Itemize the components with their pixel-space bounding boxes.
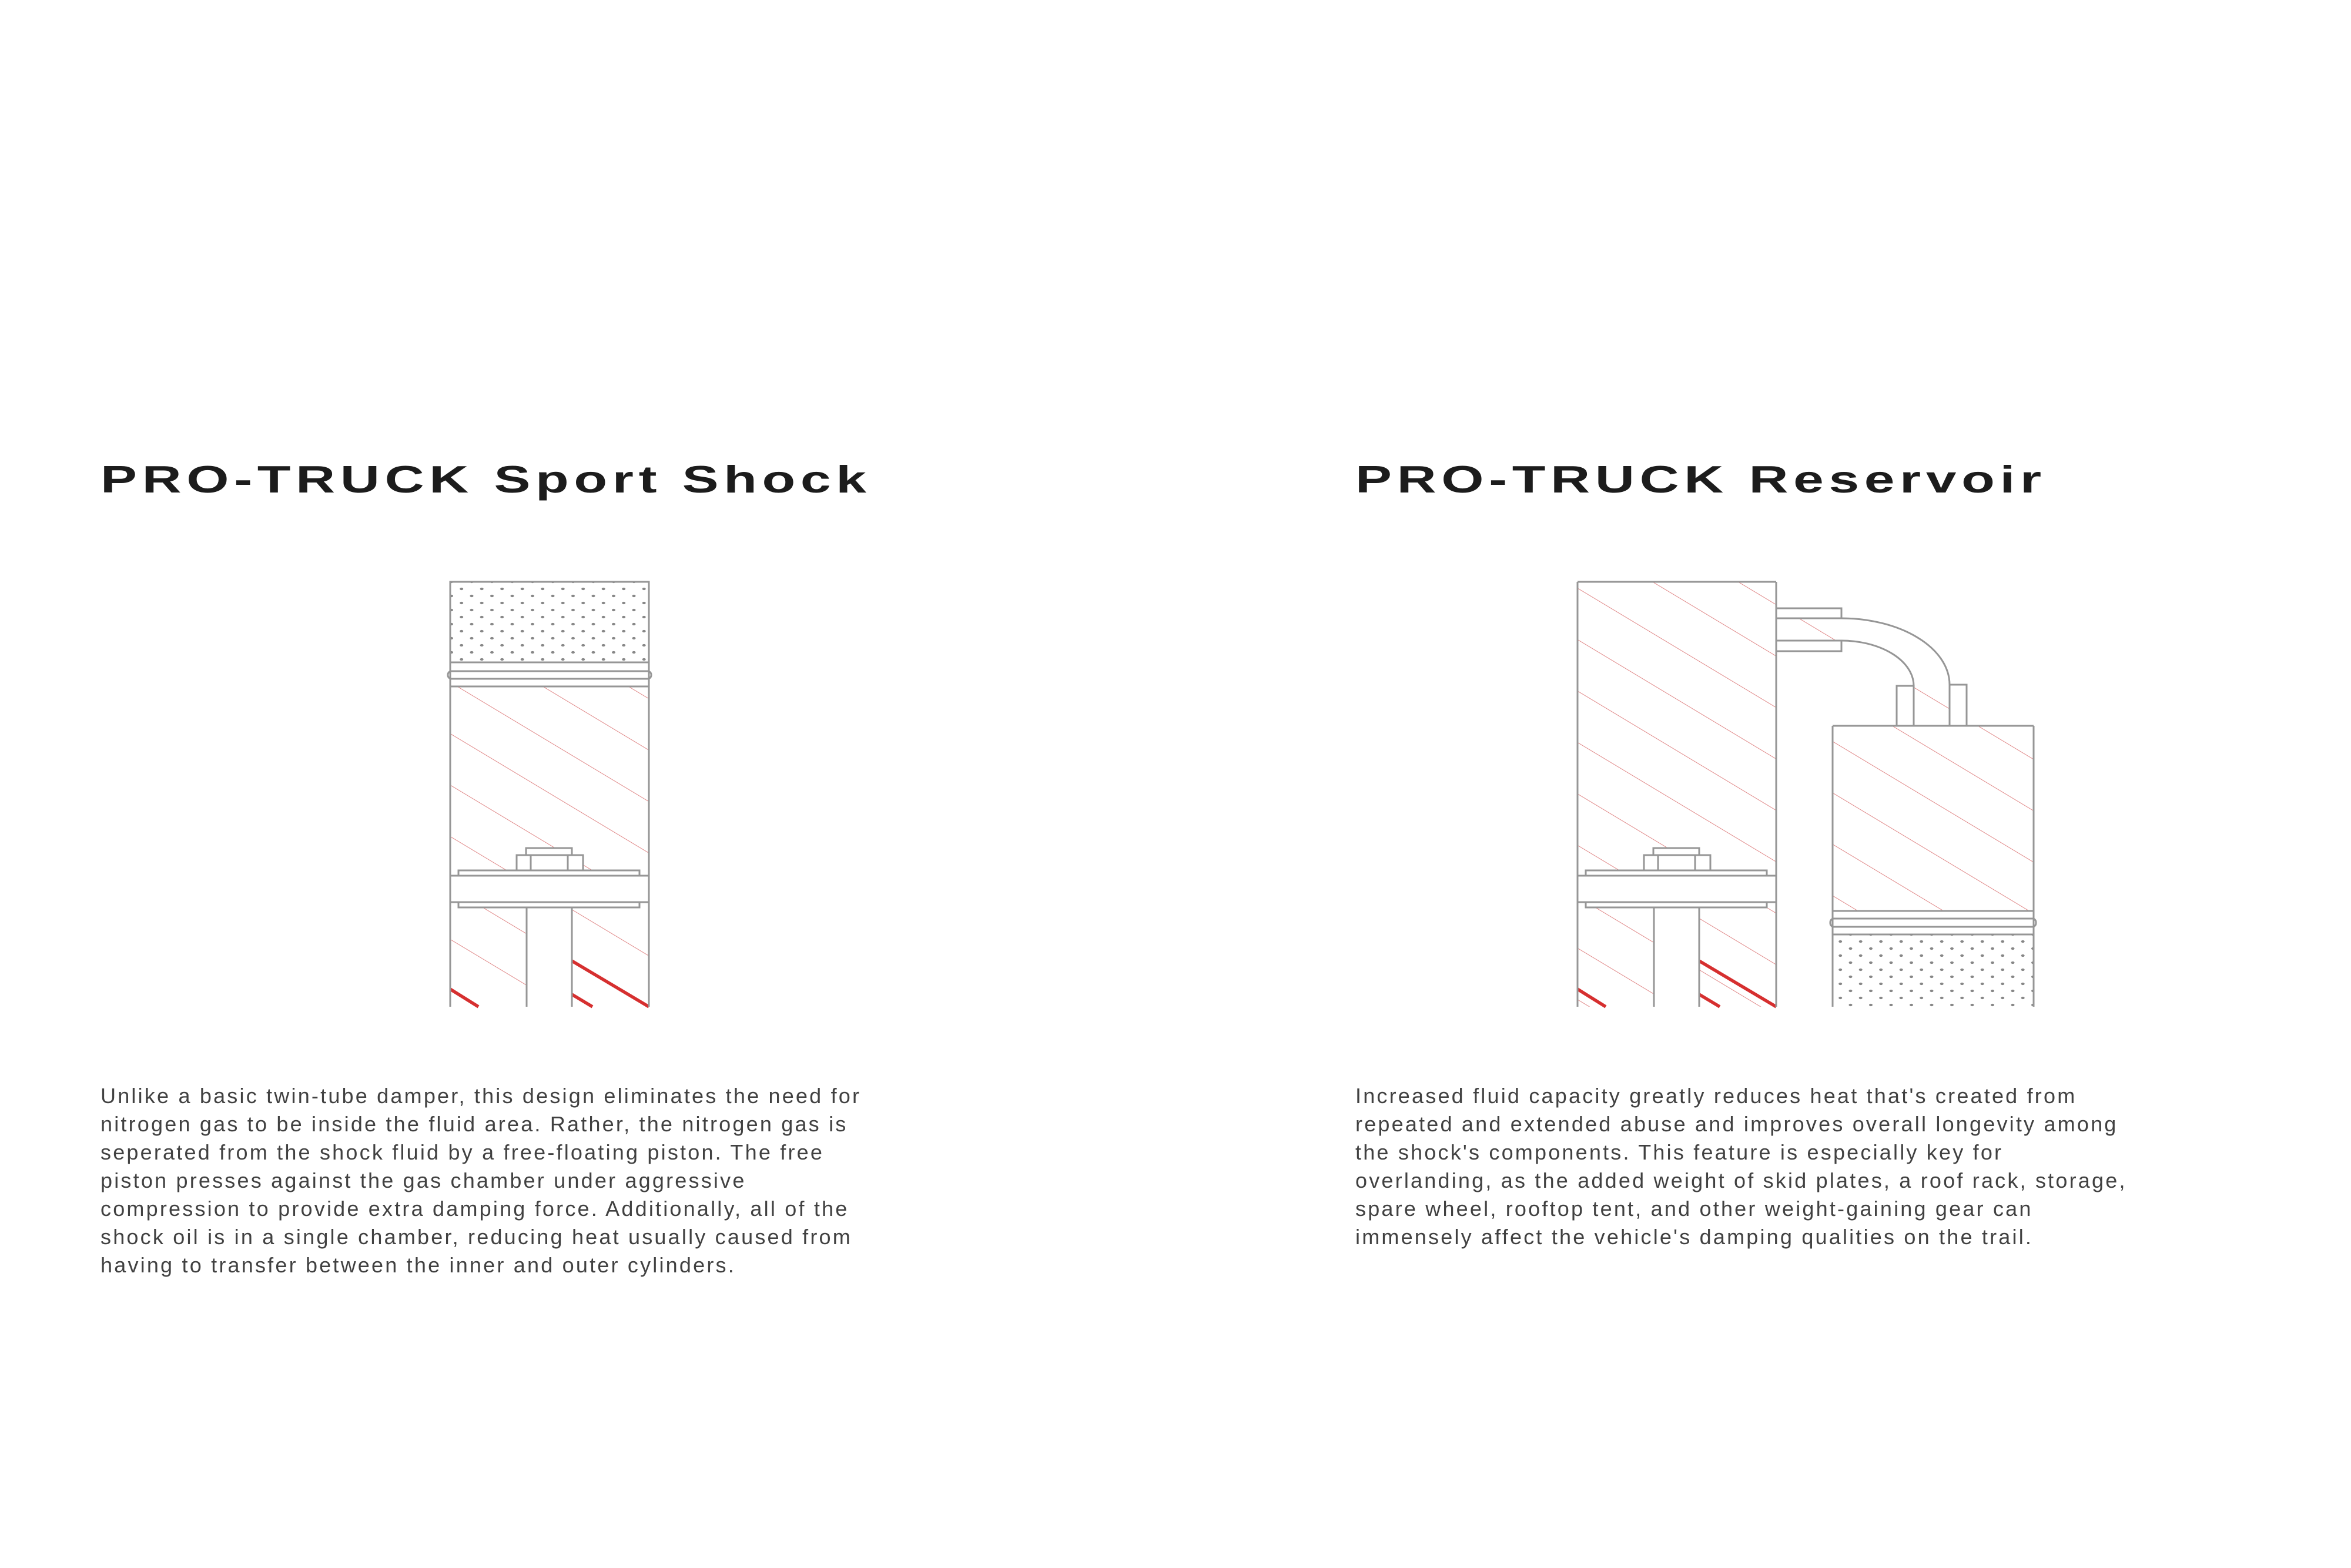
sport-shock-diagram [448, 582, 651, 1007]
floating-piston-seal [448, 662, 651, 686]
gas-chamber [450, 582, 649, 662]
connector-tube [1776, 608, 1967, 726]
text-line: repeated and extended abuse and improves overall longevity among [1355, 1112, 2118, 1136]
text-line: Increased fluid capacity greatly reduces heat that's created from [1355, 1084, 2077, 1108]
tube-fitting [1950, 685, 1967, 726]
text-line: seperated from the shock fluid by a free-floating piston. The free [101, 1140, 825, 1164]
text-line: piston presses against the gas chamber under aggressive [101, 1168, 746, 1192]
reservoir-title: PRO-TRUCK Reservoir [1355, 458, 2047, 501]
text-line: overlanding, as the added weight of skid plates, a roof rack, storage, [1355, 1168, 2127, 1192]
text-line: Unlike a basic twin-tube damper, this design eliminates the need for [101, 1084, 862, 1108]
reservoir-gas-chamber [1833, 934, 2034, 1007]
reservoir-body [1830, 726, 2036, 1007]
tube-port [1776, 641, 1841, 651]
tube-fitting [1897, 686, 1914, 726]
text-line: nitrogen gas to be inside the fluid area. Rather, the nitrogen gas is [101, 1112, 848, 1136]
piston-rod [527, 907, 572, 1007]
text-line: having to transfer between the inner and outer cylinders. [101, 1253, 736, 1277]
fluid-chamber [1578, 582, 1776, 870]
piston-rod [1654, 907, 1699, 1007]
fluid-chamber [450, 686, 649, 870]
floating-piston-seal [1830, 911, 2036, 934]
text-line: immensely affect the vehicle's damping qualities on the trail. [1355, 1225, 2034, 1249]
reservoir-diagram [1578, 582, 2036, 1007]
sport-shock-title: PRO-TRUCK Sport Shock [101, 458, 872, 501]
tube-port [1776, 608, 1841, 618]
text-line: spare wheel, rooftop tent, and other weight-gaining gear can [1355, 1197, 2033, 1221]
reservoir-fluid [1833, 726, 2034, 911]
text-line: the shock's components. This feature is especially key for [1355, 1140, 2004, 1164]
text-line: compression to provide extra damping force. Additionally, all of the [101, 1197, 849, 1221]
text-line: shock oil is in a single chamber, reducing heat usually caused from [101, 1225, 852, 1249]
